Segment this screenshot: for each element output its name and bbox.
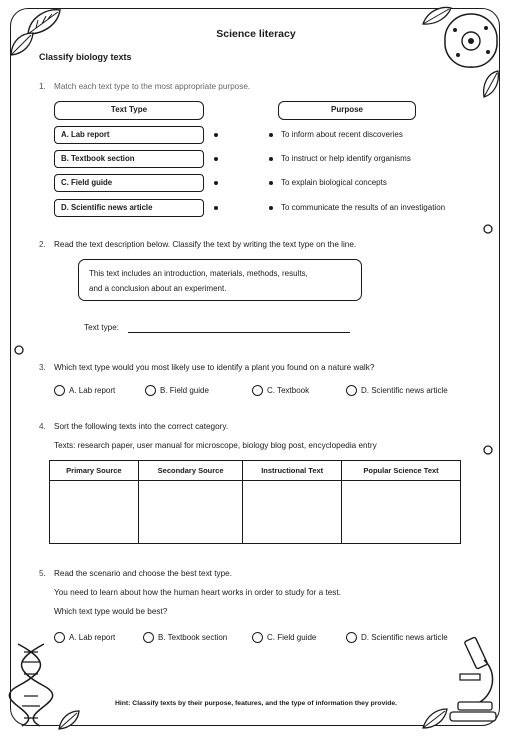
description-line: This text includes an introduction, materials, methods, results,: [89, 269, 308, 278]
purpose-item: To communicate the results of an investigation: [281, 203, 446, 212]
text-type-textbook-section[interactable]: B. Textbook section: [54, 150, 204, 168]
match-dot-right[interactable]: [269, 157, 273, 161]
match-dot-left[interactable]: [214, 181, 218, 185]
question-prompt: Read the scenario and choose the best text type.: [54, 569, 232, 578]
match-dot-left[interactable]: [214, 133, 218, 137]
option-label: B. Field guide: [160, 386, 209, 395]
radio-circle[interactable]: [346, 632, 357, 643]
column-header: Instructional Text: [243, 461, 342, 481]
purpose-item: To instruct or help identify organisms: [281, 154, 411, 163]
option-field-guide[interactable]: [252, 632, 316, 644]
option-scientific-news[interactable]: [346, 385, 448, 397]
text-type-scientific-news[interactable]: D. Scientific news article: [54, 199, 204, 217]
question-text: Which text type would be best?: [54, 607, 168, 616]
radio-circle[interactable]: [143, 632, 154, 643]
texts-list: Texts: research paper, user manual for microscope, biology blog post, encyclopedia entry: [54, 441, 377, 450]
purpose-header: Purpose: [278, 101, 416, 120]
purpose-item: To inform about recent discoveries: [281, 130, 403, 139]
purpose-item: To explain biological concepts: [281, 178, 387, 187]
answer-cell[interactable]: [138, 481, 243, 544]
bubble-icon: [13, 344, 25, 356]
radio-circle[interactable]: [145, 385, 156, 396]
radio-circle[interactable]: [252, 632, 263, 643]
question-prompt: Which text type would you most likely use to identify a plant you found on a nature walk?: [54, 363, 375, 372]
answer-cell[interactable]: [50, 481, 139, 544]
option-scientific-news[interactable]: [346, 632, 448, 644]
option-label: D. Scientific news article: [361, 386, 448, 395]
option-lab-report[interactable]: [54, 385, 115, 397]
match-dot-left[interactable]: [214, 206, 218, 210]
option-lab-report[interactable]: [54, 632, 115, 644]
page-subtitle: Classify biology texts: [39, 52, 132, 62]
leaf-icon: [56, 708, 82, 732]
answer-label: Text type:: [84, 323, 120, 332]
radio-circle[interactable]: [54, 632, 65, 643]
option-textbook-section[interactable]: [143, 632, 227, 644]
text-type-lab-report[interactable]: A. Lab report: [54, 126, 204, 144]
column-header: Popular Science Text: [342, 461, 461, 481]
radio-circle[interactable]: [252, 385, 263, 396]
bubble-icon: [482, 223, 494, 235]
option-textbook[interactable]: [252, 385, 309, 397]
bubble-icon: [482, 444, 494, 456]
option-label: D. Scientific news article: [361, 633, 448, 642]
option-label: C. Textbook: [267, 386, 310, 395]
radio-circle[interactable]: [346, 385, 357, 396]
answer-line[interactable]: [128, 332, 350, 333]
question-number: 5.: [39, 569, 46, 578]
description-line: and a conclusion about an experiment.: [89, 284, 227, 293]
match-dot-right[interactable]: [269, 133, 273, 137]
match-dot-right[interactable]: [269, 206, 273, 210]
answer-cell[interactable]: [243, 481, 342, 544]
leaf-icon: [480, 68, 502, 100]
match-dot-right[interactable]: [269, 181, 273, 185]
question-number: 4.: [39, 422, 46, 431]
dna-icon: [8, 640, 58, 730]
column-header: Primary Source: [50, 461, 139, 481]
question-prompt: Read the text description below. Classify the text by writing the text type on the line.: [54, 240, 357, 249]
answer-cell[interactable]: [342, 481, 461, 544]
question-prompt: Sort the following texts into the correct category.: [54, 422, 229, 431]
radio-circle[interactable]: [54, 385, 65, 396]
leaf-icon: [420, 706, 450, 732]
question-number: 1.: [39, 82, 46, 91]
option-label: A. Lab report: [69, 633, 116, 642]
option-label: A. Lab report: [69, 386, 116, 395]
question-number: 2.: [39, 240, 46, 249]
option-field-guide[interactable]: [145, 385, 209, 397]
text-type-field-guide[interactable]: C. Field guide: [54, 174, 204, 192]
text-type-header: Text Type: [54, 101, 204, 120]
option-label: C. Field guide: [267, 633, 317, 642]
scenario-text: You need to learn about how the human heart works in order to study for a test.: [54, 588, 341, 597]
cell-icon: [440, 10, 502, 72]
question-prompt: Match each text type to the most appropriate purpose.: [54, 82, 251, 91]
sorting-table: [49, 460, 461, 544]
hint-text: Hint: Classify texts by their purpose, features, and the type of information they provide.: [114, 700, 398, 707]
option-label: B. Textbook section: [158, 633, 228, 642]
match-dot-left[interactable]: [214, 157, 218, 161]
text-description-box: [78, 259, 362, 301]
question-number: 3.: [39, 363, 46, 372]
column-header: Secondary Source: [138, 461, 243, 481]
page-title: Science literacy: [216, 28, 296, 40]
